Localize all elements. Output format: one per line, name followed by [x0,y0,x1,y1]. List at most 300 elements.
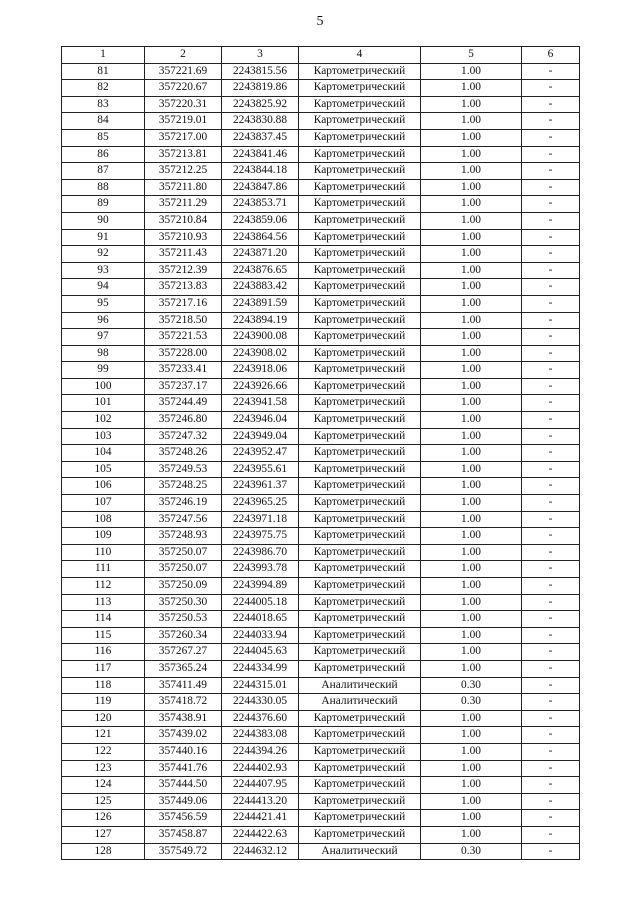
y-coordinate-cell: 2244018.65 [222,611,299,628]
x-coordinate-cell: 357458.87 [145,826,222,843]
method-cell: Картометрический [299,146,421,163]
y-coordinate-cell: 2243847.86 [222,179,299,196]
point-number-cell: 91 [62,229,145,246]
x-coordinate-cell: 357218.50 [145,312,222,329]
x-coordinate-cell: 357213.83 [145,279,222,296]
point-number-cell: 123 [62,760,145,777]
method-cell: Картометрический [299,428,421,445]
y-coordinate-cell: 2244315.01 [222,677,299,694]
y-coordinate-cell: 2243819.86 [222,80,299,97]
point-number-cell: 94 [62,279,145,296]
method-cell: Картометрический [299,760,421,777]
x-coordinate-cell: 357249.53 [145,461,222,478]
method-cell: Картометрический [299,113,421,130]
method-cell: Картометрический [299,96,421,113]
accuracy-cell: 1.00 [421,627,522,644]
note-cell: - [522,644,580,661]
x-coordinate-cell: 357250.53 [145,611,222,628]
table-row [62,163,580,180]
x-coordinate-cell: 357440.16 [145,743,222,760]
table-row [62,528,580,545]
table-row [62,412,580,429]
point-number-cell: 93 [62,262,145,279]
accuracy-cell: 1.00 [421,295,522,312]
note-cell: - [522,163,580,180]
note-cell: - [522,694,580,711]
table-row [62,760,580,777]
table-row [62,677,580,694]
note-cell: - [522,810,580,827]
point-number-cell: 101 [62,395,145,412]
column-header: 1 [62,47,145,64]
y-coordinate-cell: 2243941.58 [222,395,299,412]
table-row [62,312,580,329]
table-row [62,660,580,677]
table-row [62,793,580,810]
accuracy-cell: 1.00 [421,428,522,445]
x-coordinate-cell: 357219.01 [145,113,222,130]
table-row [62,611,580,628]
point-number-cell: 112 [62,578,145,595]
column-header: 5 [421,47,522,64]
table-row [62,196,580,213]
x-coordinate-cell: 357212.25 [145,163,222,180]
note-cell: - [522,660,580,677]
point-number-cell: 106 [62,478,145,495]
column-header: 4 [299,47,421,64]
y-coordinate-cell: 2243965.25 [222,495,299,512]
accuracy-cell: 1.00 [421,262,522,279]
accuracy-cell: 1.00 [421,478,522,495]
y-coordinate-cell: 2244376.60 [222,710,299,727]
method-cell: Картометрический [299,129,421,146]
accuracy-cell: 1.00 [421,246,522,263]
y-coordinate-cell: 2243986.70 [222,544,299,561]
method-cell: Аналитический [299,677,421,694]
point-number-cell: 100 [62,378,145,395]
method-cell: Картометрический [299,345,421,362]
x-coordinate-cell: 357411.49 [145,677,222,694]
x-coordinate-cell: 357212.39 [145,262,222,279]
table-row [62,395,580,412]
point-number-cell: 95 [62,295,145,312]
note-cell: - [522,627,580,644]
table-row [62,810,580,827]
table-row [62,445,580,462]
x-coordinate-cell: 357250.30 [145,594,222,611]
table-row [62,594,580,611]
x-coordinate-cell: 357441.76 [145,760,222,777]
y-coordinate-cell: 2244402.93 [222,760,299,777]
accuracy-cell: 1.00 [421,212,522,229]
table-row [62,561,580,578]
method-cell: Картометрический [299,511,421,528]
y-coordinate-cell: 2243994.89 [222,578,299,595]
y-coordinate-cell: 2243891.59 [222,295,299,312]
x-coordinate-cell: 357217.16 [145,295,222,312]
note-cell: - [522,129,580,146]
point-number-cell: 83 [62,96,145,113]
x-coordinate-cell: 357250.09 [145,578,222,595]
point-number-cell: 124 [62,777,145,794]
note-cell: - [522,826,580,843]
method-cell: Картометрический [299,262,421,279]
table-row [62,578,580,595]
point-number-cell: 116 [62,644,145,661]
note-cell: - [522,312,580,329]
note-cell: - [522,212,580,229]
point-number-cell: 89 [62,196,145,213]
x-coordinate-cell: 357211.29 [145,196,222,213]
point-number-cell: 88 [62,179,145,196]
accuracy-cell: 1.00 [421,96,522,113]
note-cell: - [522,428,580,445]
note-cell: - [522,561,580,578]
note-cell: - [522,295,580,312]
point-number-cell: 118 [62,677,145,694]
note-cell: - [522,461,580,478]
note-cell: - [522,777,580,794]
y-coordinate-cell: 2244330.05 [222,694,299,711]
x-coordinate-cell: 357221.53 [145,329,222,346]
point-number-cell: 105 [62,461,145,478]
method-cell: Картометрический [299,495,421,512]
point-number-cell: 98 [62,345,145,362]
accuracy-cell: 1.00 [421,345,522,362]
point-number-cell: 99 [62,362,145,379]
method-cell: Картометрический [299,644,421,661]
y-coordinate-cell: 2243871.20 [222,246,299,263]
table-row [62,295,580,312]
table-row [62,843,580,860]
note-cell: - [522,743,580,760]
x-coordinate-cell: 357210.84 [145,212,222,229]
point-number-cell: 110 [62,544,145,561]
method-cell: Аналитический [299,694,421,711]
point-number-cell: 81 [62,63,145,80]
method-cell: Картометрический [299,279,421,296]
point-number-cell: 84 [62,113,145,130]
x-coordinate-cell: 357210.93 [145,229,222,246]
point-number-cell: 107 [62,495,145,512]
x-coordinate-cell: 357250.07 [145,544,222,561]
accuracy-cell: 1.00 [421,578,522,595]
accuracy-cell: 1.00 [421,594,522,611]
method-cell: Картометрический [299,163,421,180]
table-row [62,777,580,794]
point-number-cell: 119 [62,694,145,711]
note-cell: - [522,279,580,296]
note-cell: - [522,760,580,777]
coordinates-table [61,46,580,860]
method-cell: Картометрический [299,461,421,478]
point-number-cell: 122 [62,743,145,760]
point-number-cell: 87 [62,163,145,180]
method-cell: Картометрический [299,63,421,80]
method-cell: Картометрический [299,810,421,827]
x-coordinate-cell: 357260.34 [145,627,222,644]
x-coordinate-cell: 357246.80 [145,412,222,429]
y-coordinate-cell: 2244407.95 [222,777,299,794]
method-cell: Картометрический [299,179,421,196]
x-coordinate-cell: 357456.59 [145,810,222,827]
accuracy-cell: 1.00 [421,660,522,677]
y-coordinate-cell: 2244033.94 [222,627,299,644]
note-cell: - [522,578,580,595]
table-header-row [62,47,580,64]
method-cell: Картометрический [299,412,421,429]
y-coordinate-cell: 2244413.20 [222,793,299,810]
column-header: 3 [222,47,299,64]
accuracy-cell: 1.00 [421,362,522,379]
accuracy-cell: 1.00 [421,544,522,561]
x-coordinate-cell: 357438.91 [145,710,222,727]
method-cell: Картометрический [299,196,421,213]
y-coordinate-cell: 2243949.04 [222,428,299,445]
table-row [62,478,580,495]
table-body [62,63,580,860]
y-coordinate-cell: 2243918.06 [222,362,299,379]
table-row [62,627,580,644]
x-coordinate-cell: 357246.19 [145,495,222,512]
table-row [62,212,580,229]
method-cell: Картометрический [299,229,421,246]
accuracy-cell: 1.00 [421,760,522,777]
table-row [62,113,580,130]
accuracy-cell: 1.00 [421,793,522,810]
y-coordinate-cell: 2244005.18 [222,594,299,611]
point-number-cell: 115 [62,627,145,644]
accuracy-cell: 1.00 [421,312,522,329]
method-cell: Картометрический [299,329,421,346]
accuracy-cell: 1.00 [421,495,522,512]
table-row [62,129,580,146]
accuracy-cell: 1.00 [421,777,522,794]
note-cell: - [522,528,580,545]
point-number-cell: 103 [62,428,145,445]
x-coordinate-cell: 357365.24 [145,660,222,677]
note-cell: - [522,262,580,279]
method-cell: Картометрический [299,80,421,97]
note-cell: - [522,96,580,113]
note-cell: - [522,113,580,130]
accuracy-cell: 1.00 [421,395,522,412]
table-row [62,329,580,346]
x-coordinate-cell: 357228.00 [145,345,222,362]
method-cell: Картометрический [299,478,421,495]
table-row [62,495,580,512]
accuracy-cell: 1.00 [421,810,522,827]
note-cell: - [522,80,580,97]
y-coordinate-cell: 2243853.71 [222,196,299,213]
table-row [62,63,580,80]
y-coordinate-cell: 2243952.47 [222,445,299,462]
y-coordinate-cell: 2243837.45 [222,129,299,146]
method-cell: Аналитический [299,843,421,860]
y-coordinate-cell: 2243993.78 [222,561,299,578]
note-cell: - [522,611,580,628]
accuracy-cell: 1.00 [421,179,522,196]
point-number-cell: 128 [62,843,145,860]
y-coordinate-cell: 2243975.75 [222,528,299,545]
accuracy-cell: 1.00 [421,196,522,213]
y-coordinate-cell: 2243926.66 [222,378,299,395]
accuracy-cell: 1.00 [421,710,522,727]
note-cell: - [522,478,580,495]
point-number-cell: 104 [62,445,145,462]
x-coordinate-cell: 357237.17 [145,378,222,395]
x-coordinate-cell: 357221.69 [145,63,222,80]
y-coordinate-cell: 2243841.46 [222,146,299,163]
y-coordinate-cell: 2244421.41 [222,810,299,827]
note-cell: - [522,246,580,263]
table-row [62,279,580,296]
y-coordinate-cell: 2244045.63 [222,644,299,661]
table-row [62,544,580,561]
x-coordinate-cell: 357248.93 [145,528,222,545]
note-cell: - [522,544,580,561]
table-row [62,743,580,760]
point-number-cell: 113 [62,594,145,611]
accuracy-cell: 1.00 [421,80,522,97]
y-coordinate-cell: 2244632.12 [222,843,299,860]
point-number-cell: 96 [62,312,145,329]
accuracy-cell: 1.00 [421,279,522,296]
method-cell: Картометрический [299,246,421,263]
y-coordinate-cell: 2243815.56 [222,63,299,80]
point-number-cell: 109 [62,528,145,545]
point-number-cell: 126 [62,810,145,827]
point-number-cell: 82 [62,80,145,97]
table-row [62,96,580,113]
y-coordinate-cell: 2244422.63 [222,826,299,843]
x-coordinate-cell: 357418.72 [145,694,222,711]
column-header: 6 [522,47,580,64]
x-coordinate-cell: 357267.27 [145,644,222,661]
method-cell: Картометрический [299,743,421,760]
point-number-cell: 86 [62,146,145,163]
x-coordinate-cell: 357244.49 [145,395,222,412]
point-number-cell: 102 [62,412,145,429]
y-coordinate-cell: 2243830.88 [222,113,299,130]
point-number-cell: 121 [62,727,145,744]
y-coordinate-cell: 2243955.61 [222,461,299,478]
table-row [62,262,580,279]
y-coordinate-cell: 2243908.02 [222,345,299,362]
y-coordinate-cell: 2244383.08 [222,727,299,744]
x-coordinate-cell: 357247.32 [145,428,222,445]
method-cell: Картометрический [299,777,421,794]
point-number-cell: 92 [62,246,145,263]
accuracy-cell: 1.00 [421,511,522,528]
table-row [62,428,580,445]
note-cell: - [522,727,580,744]
accuracy-cell: 1.00 [421,113,522,130]
x-coordinate-cell: 357250.07 [145,561,222,578]
point-number-cell: 111 [62,561,145,578]
x-coordinate-cell: 357220.31 [145,96,222,113]
method-cell: Картометрический [299,826,421,843]
note-cell: - [522,63,580,80]
method-cell: Картометрический [299,561,421,578]
table-row [62,345,580,362]
accuracy-cell: 1.00 [421,63,522,80]
method-cell: Картометрический [299,395,421,412]
accuracy-cell: 1.00 [421,727,522,744]
accuracy-cell: 1.00 [421,146,522,163]
y-coordinate-cell: 2243971.18 [222,511,299,528]
table-row [62,710,580,727]
table-row [62,378,580,395]
x-coordinate-cell: 357549.72 [145,843,222,860]
x-coordinate-cell: 357444.50 [145,777,222,794]
accuracy-cell: 1.00 [421,129,522,146]
accuracy-cell: 1.00 [421,528,522,545]
x-coordinate-cell: 357211.80 [145,179,222,196]
x-coordinate-cell: 357439.02 [145,727,222,744]
accuracy-cell: 0.30 [421,694,522,711]
method-cell: Картометрический [299,594,421,611]
accuracy-cell: 1.00 [421,743,522,760]
point-number-cell: 127 [62,826,145,843]
note-cell: - [522,793,580,810]
accuracy-cell: 1.00 [421,412,522,429]
page-number: 5 [316,14,324,29]
note-cell: - [522,412,580,429]
method-cell: Картометрический [299,611,421,628]
method-cell: Картометрический [299,295,421,312]
accuracy-cell: 1.00 [421,163,522,180]
accuracy-cell: 1.00 [421,329,522,346]
x-coordinate-cell: 357247.56 [145,511,222,528]
table-row [62,229,580,246]
note-cell: - [522,179,580,196]
accuracy-cell: 0.30 [421,677,522,694]
y-coordinate-cell: 2243859.06 [222,212,299,229]
method-cell: Картометрический [299,660,421,677]
note-cell: - [522,710,580,727]
accuracy-cell: 0.30 [421,843,522,860]
method-cell: Картометрический [299,312,421,329]
method-cell: Картометрический [299,445,421,462]
x-coordinate-cell: 357217.00 [145,129,222,146]
y-coordinate-cell: 2243961.37 [222,478,299,495]
note-cell: - [522,445,580,462]
table-row [62,80,580,97]
y-coordinate-cell: 2244334.99 [222,660,299,677]
method-cell: Картометрический [299,627,421,644]
point-number-cell: 117 [62,660,145,677]
table-row [62,727,580,744]
y-coordinate-cell: 2243900.08 [222,329,299,346]
y-coordinate-cell: 2244394.26 [222,743,299,760]
accuracy-cell: 1.00 [421,826,522,843]
method-cell: Картометрический [299,544,421,561]
note-cell: - [522,378,580,395]
note-cell: - [522,495,580,512]
method-cell: Картометрический [299,378,421,395]
point-number-cell: 85 [62,129,145,146]
column-header: 2 [145,47,222,64]
x-coordinate-cell: 357220.67 [145,80,222,97]
note-cell: - [522,362,580,379]
y-coordinate-cell: 2243864.56 [222,229,299,246]
table-row [62,694,580,711]
note-cell: - [522,345,580,362]
note-cell: - [522,395,580,412]
y-coordinate-cell: 2243825.92 [222,96,299,113]
accuracy-cell: 1.00 [421,378,522,395]
